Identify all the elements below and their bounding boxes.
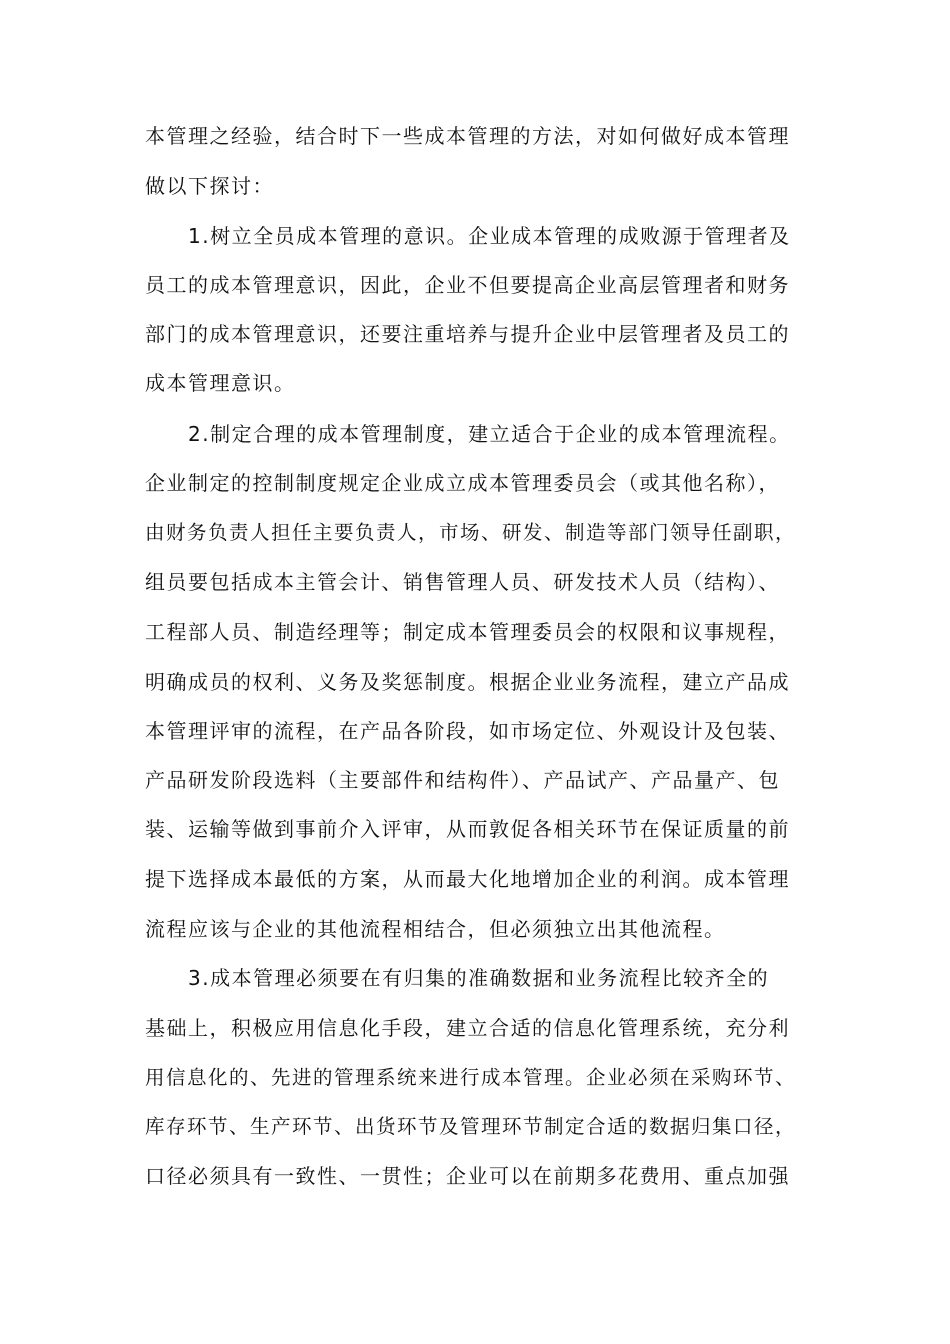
text-line: 员工的成本管理意识，因此，企业不但要提高企业高层管理者和财务 [145,273,790,297]
text-line: 装、运输等做到事前介入评审，从而敦促各相关环节在保证质量的前 [145,817,790,841]
text-line: 明确成员的权利、义务及奖惩制度。根据企业业务流程，建立产品成 [145,670,790,694]
text-line: 3.成本管理必须要在有归集的准确数据和业务流程比较齐全的 [188,966,770,990]
text-line: 提下选择成本最低的方案，从而最大化地增加企业的利润。成本管理 [145,867,790,891]
text-line: 做以下探讨： [145,174,274,198]
text-line: 本管理之经验，结合时下一些成本管理的方法，对如何做好成本管理 [145,124,790,148]
text-line: 工程部人员、制造经理等；制定成本管理委员会的权限和议事规程， [145,620,790,644]
text-line: 产品研发阶段选料（主要部件和结构件）、产品试产、产品量产、包 [145,768,780,792]
text-line: 组员要包括成本主管会计、销售管理人员、研发技术人员（结构）、 [145,570,780,594]
text-line: 流程应该与企业的其他流程相结合，但必须独立出其他流程。 [145,917,726,941]
text-line: 库存环节、生产环节、出货环节及管理环节制定合适的数据归集口径， [145,1115,797,1138]
text-line: 部门的成本管理意识，还要注重培养与提升企业中层管理者及员工的 [145,322,790,346]
text-line: 由财务负责人担任主要负责人，市场、研发、制造等部门领导任副职， [145,521,797,544]
text-line: 用信息化的、先进的管理系统来进行成本管理。企业必须在采购环节、 [145,1066,797,1089]
text-line: 2.制定合理的成本管理制度，建立适合于企业的成本管理流程。 [188,422,791,446]
text-line: 基础上，积极应用信息化手段，建立合适的信息化管理系统，充分利 [145,1016,790,1040]
text-line: 企业制定的控制制度规定企业成立成本管理委员会（或其他名称）， [145,471,780,495]
text-line: 口径必须具有一致性、一贯性；企业可以在前期多花费用、重点加强 [145,1164,790,1188]
text-line: 1.树立全员成本管理的意识。企业成本管理的成败源于管理者及 [188,224,791,248]
text-line: 成本管理意识。 [145,371,296,395]
text-line: 本管理评审的流程，在产品各阶段，如市场定位、外观设计及包装、 [145,719,790,743]
